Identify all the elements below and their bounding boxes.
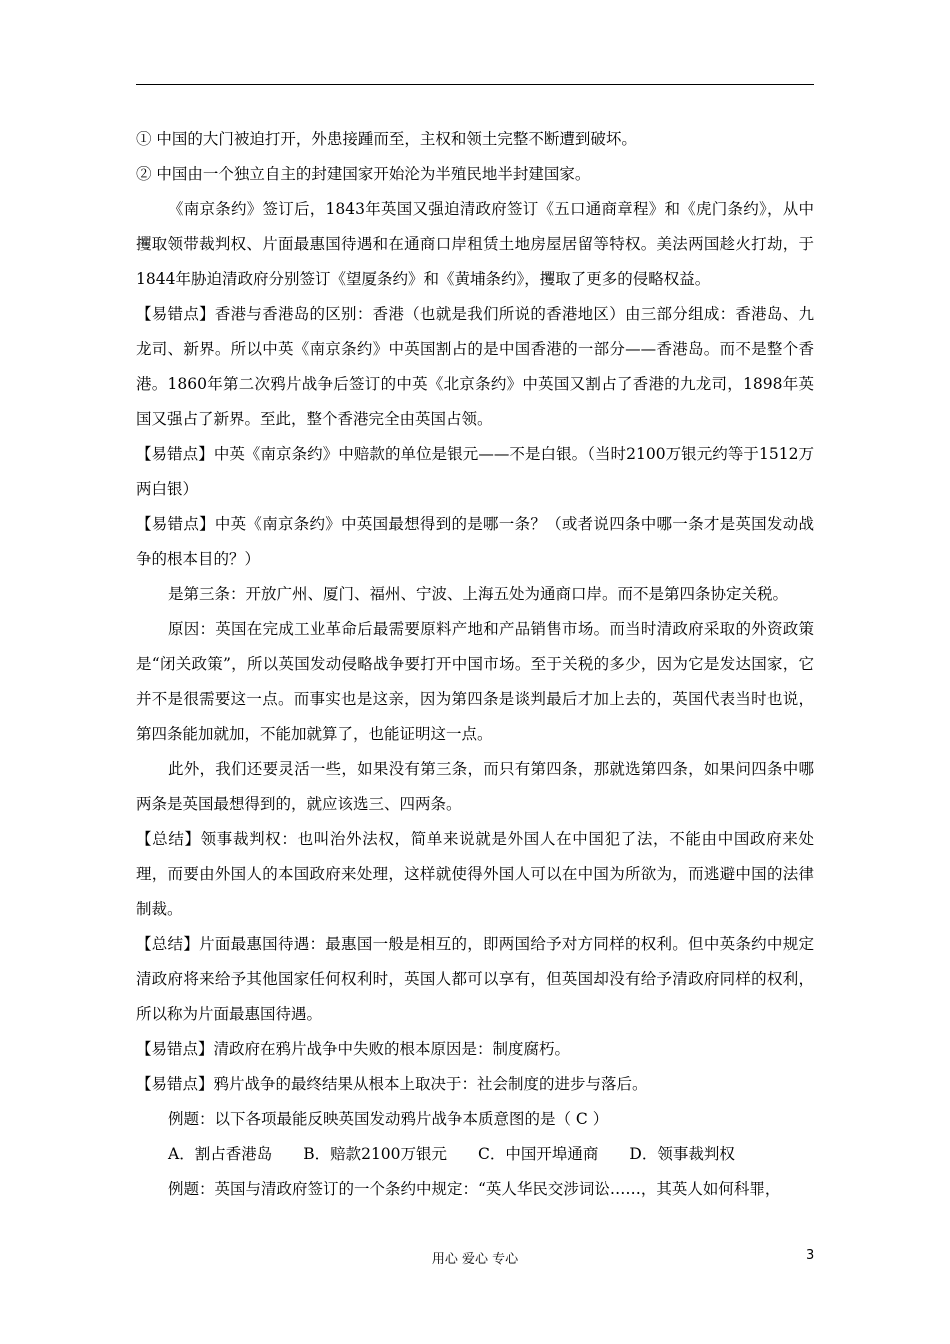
paragraph-tag: 【易错点】 (136, 1040, 214, 1058)
paragraph (136, 1137, 814, 1172)
paragraph (136, 822, 814, 927)
paragraph-text: 鸦片战争的最终结果从根本上取决于：社会制度的进步与落后。 (213, 1075, 648, 1093)
page-footer: 用心 爱心 专心 (431, 1252, 519, 1267)
paragraph-tag: 【易错点】 (136, 445, 214, 463)
paragraph (136, 577, 814, 612)
paragraph-text: ② 中国由一个独立自主的封建国家开始沦为半殖民地半封建国家。 (136, 165, 591, 183)
paragraph-text: 此外，我们还要灵活一些，如果没有第三条，而只有第四条，那就选第四条，如果问四条中哪两条是英国最想得到的，就应该选三、四两条。 (136, 760, 814, 813)
document-body (136, 122, 814, 1207)
paragraph-tag: 【总结】 (136, 935, 200, 953)
paragraph (136, 752, 814, 822)
paragraph (136, 1067, 814, 1102)
paragraph-text: 例题：英国与清政府签订的一个条约中规定：“英人华民交涉词讼……，其英人如何科罪， (168, 1180, 781, 1198)
paragraph (136, 1172, 814, 1207)
paragraph-text: 是第三条：开放广州、厦门、福州、宁波、上海五处为通商口岸。而不是第四条协定关税。 (168, 585, 789, 603)
paragraph-text: 中英《南京条约》中赔款的单位是银元——不是白银。（当时2100万银元约等于1512万两白银） (136, 445, 814, 498)
paragraph (136, 1032, 814, 1067)
paragraph (136, 297, 814, 437)
paragraph (136, 927, 814, 1032)
header-rule (136, 84, 814, 85)
paragraph-text: ① 中国的大门被迫打开，外患接踵而至，主权和领土完整不断遭到破坏。 (136, 130, 637, 148)
paragraph (136, 1102, 814, 1137)
paragraph-tag: 【易错点】 (136, 305, 215, 323)
paragraph (136, 612, 814, 752)
paragraph (136, 507, 814, 577)
paragraph-tag: 【易错点】 (136, 1075, 214, 1093)
page-number: 3 (806, 1248, 815, 1263)
paragraph-text: 原因：英国在完成工业革命后最需要原料产地和产品销售市场。而当时清政府采取的外资政策是“闭关政策”，所以英国发动侵略战争要打开中国市场。至于关税的多少，因为它是发达国家，它并不是很需要这一点。而事实也是这亲，因为第四条是谈判最后才加上去的，英国代表当时也说，第四条能加就加，不能加就算了，也能证明这一点。 (136, 620, 814, 743)
paragraph (136, 192, 814, 297)
paragraph (136, 157, 814, 192)
paragraph-text: 领事裁判权：也叫治外法权，简单来说就是外国人在中国犯了法，不能由中国政府来处理，而要由外国人的本国政府来处理，这样就使得外国人可以在中国为所欲为，而逃避中国的法律制裁。 (136, 830, 814, 918)
paragraph-tag: 【易错点】 (136, 515, 215, 533)
paragraph-text: A．割占香港岛 B．赔款2100万银元 C．中国开埠通商 D．领事裁判权 (168, 1145, 735, 1163)
paragraph-text: 片面最惠国待遇：最惠国一般是相互的，即两国给予对方同样的权利。但中英条约中规定清政府将来给予其他国家任何权利时，英国人都可以享有，但英国却没有给予清政府同样的权利，所以称为片面最惠国待遇。 (136, 935, 814, 1023)
paragraph-text: 《南京条约》签订后，1843年英国又强迫清政府签订《五口通商章程》和《虎门条约》，从中攫取领带裁判权、片面最惠国待遇和在通商口岸租赁土地房屋居留等特权。美法两国趁火打劫，于1844年胁迫清政府分别签订《望厦条约》和《黄埔条约》，攫取了更多的侵略权益。 (136, 200, 814, 288)
paragraph-text: 清政府在鸦片战争中失败的根本原因是：制度腐朽。 (213, 1040, 571, 1058)
paragraph-tag: 【总结】 (136, 830, 201, 848)
paragraph (136, 122, 814, 157)
paragraph-text: 例题：以下各项最能反映英国发动鸦片战争本质意图的是（ C ） (168, 1110, 609, 1128)
paragraph-text: 中英《南京条约》中英国最想得到的是哪一条？（或者说四条中哪一条才是英国发动战争的根本目的？） (136, 515, 814, 568)
paragraph-text: 香港与香港岛的区别：香港（也就是我们所说的香港地区）由三部分组成：香港岛、九龙司、新界。所以中英《南京条约》中英国割占的是中国香港的一部分——香港岛。而不是整个香港。1860年第二次鸦片战争后签订的中英《北京条约》中英国又割占了香港的九龙司，1898年英国又强占了新界。至此，整个香港完全由英国占领。 (136, 305, 814, 428)
paragraph (136, 437, 814, 507)
